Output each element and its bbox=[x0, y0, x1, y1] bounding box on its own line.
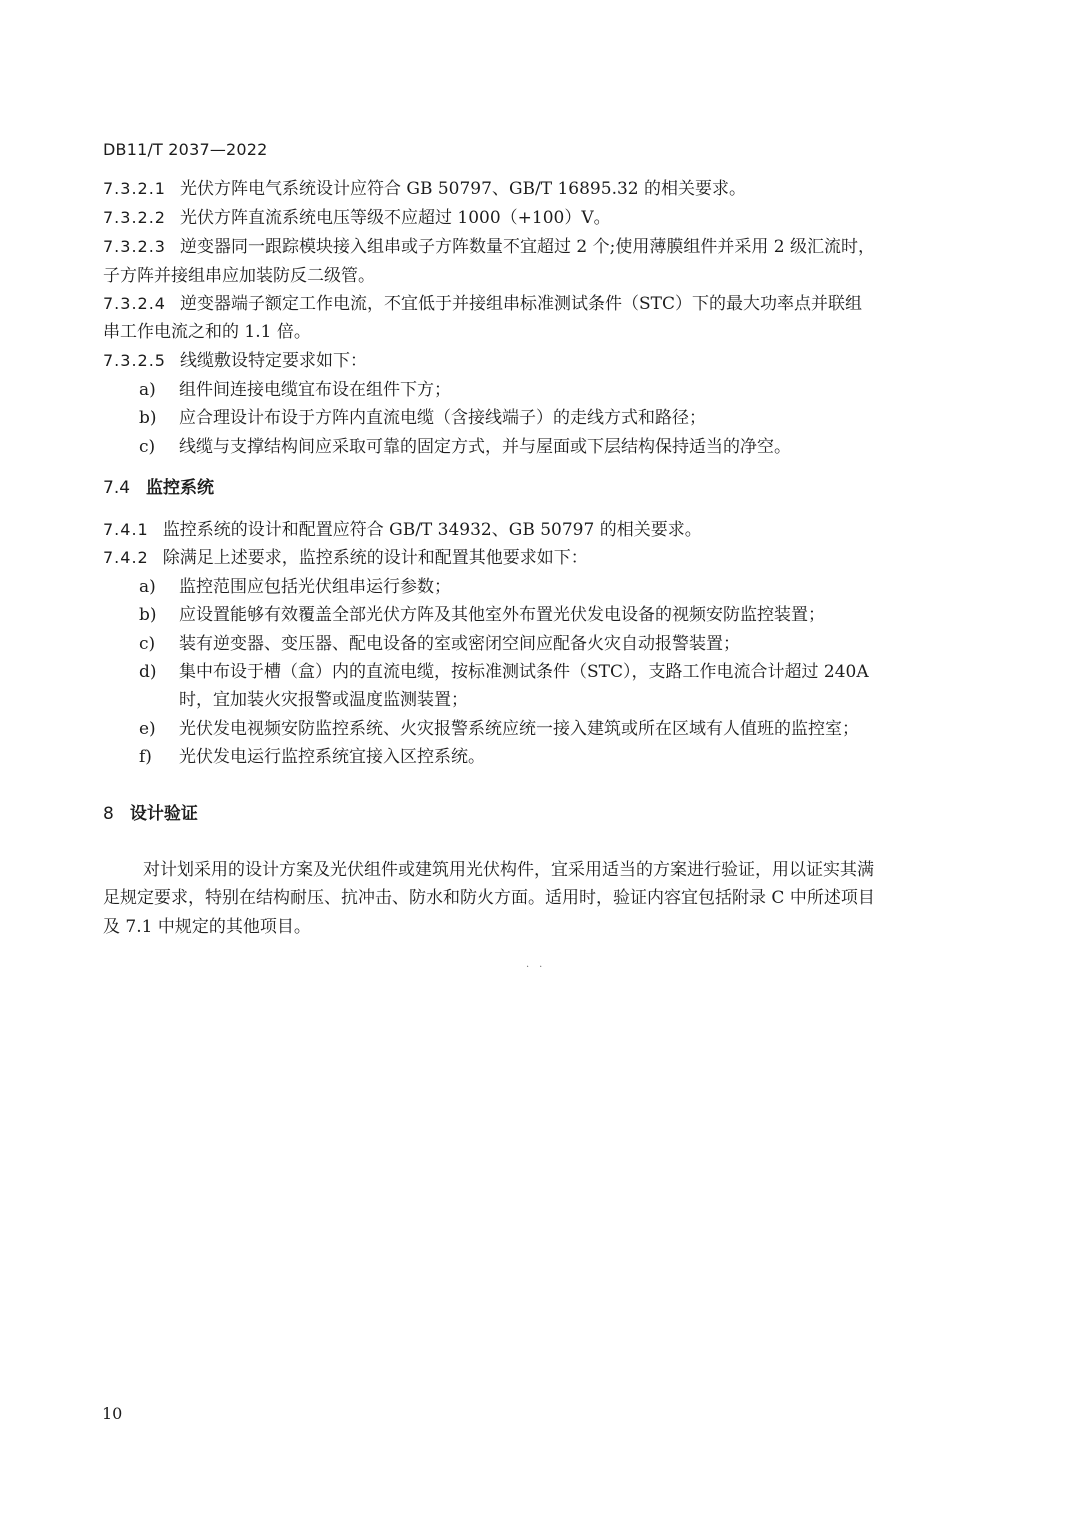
document-code-header: DB11/T 2037—2022 bbox=[103, 140, 268, 159]
list-item-text: 监控范围应包括光伏组串运行参数； bbox=[179, 577, 451, 597]
list-marker: d) bbox=[139, 662, 157, 682]
list-marker: c) bbox=[139, 634, 156, 654]
list-item-continuation: 时，宜加装火灾报警或温度监测装置； bbox=[179, 690, 468, 710]
clause-7-3-2-1 bbox=[103, 178, 746, 200]
clause-7-4-1 bbox=[103, 519, 702, 541]
clause-text: 线缆敷设特定要求如下： bbox=[179, 351, 367, 371]
clause-7-3-2-2 bbox=[103, 207, 611, 229]
list-item bbox=[139, 407, 706, 429]
clause-number: 7.3.2.1 bbox=[103, 179, 166, 198]
list-item-text: 装有逆变器、变压器、配电设备的室或密闭空间应配备火灾自动报警装置； bbox=[179, 634, 740, 654]
clause-text: 除满足上述要求，监控系统的设计和配置其他要求如下： bbox=[162, 548, 588, 568]
list-item-text: 应设置能够有效覆盖全部光伏方阵及其他室外布置光伏发电设备的视频安防监控装置； bbox=[179, 605, 825, 625]
list-marker: e) bbox=[139, 719, 156, 739]
clause-number: 7.4.1 bbox=[103, 520, 149, 539]
list-item bbox=[139, 633, 740, 655]
paragraph-line: 及 7.1 中规定的其他项目。 bbox=[103, 917, 311, 937]
list-marker: c) bbox=[139, 437, 156, 457]
paragraph-line: 足规定要求，特别在结构耐压、抗冲击、防水和防火方面。适用时，验证内容宜包括附录 C 中所述项目 bbox=[103, 888, 875, 908]
list-item bbox=[139, 604, 825, 626]
clause-text: 光伏方阵直流系统电压等级不应超过 1000（+100）V。 bbox=[179, 208, 611, 228]
clause-text: 逆变器同一跟踪模块接入组串或子方阵数量不宜超过 2 个;使用薄膜组件并采用 2 级汇流时， bbox=[179, 237, 875, 257]
clause-number: 7.3.2.3 bbox=[103, 237, 166, 256]
clause-text: 光伏方阵电气系统设计应符合 GB 50797、GB/T 16895.32 的相关要求。 bbox=[179, 179, 747, 199]
list-item bbox=[139, 576, 451, 598]
list-item bbox=[139, 379, 451, 401]
clause-text: 逆变器端子额定工作电流，不宜低于并接组串标准测试条件（STC）下的最大功率点并联组 bbox=[179, 294, 862, 314]
list-marker: b) bbox=[139, 605, 157, 625]
list-item-text: 光伏发电运行监控系统宜接入区控系统。 bbox=[179, 747, 485, 767]
list-item-text: 组件间连接电缆宜布设在组件下方； bbox=[179, 380, 451, 400]
list-marker: f) bbox=[139, 747, 152, 767]
section-heading-7-4 bbox=[103, 477, 214, 499]
clause-text: 监控系统的设计和配置应符合 GB/T 34932、GB 50797 的相关要求。 bbox=[162, 520, 702, 540]
list-item-text: 光伏发电视频安防监控系统、火灾报警系统应统一接入建筑或所在区域有人值班的监控室； bbox=[179, 719, 859, 739]
clause-7-3-2-4-continuation: 串工作电流之和的 1.1 倍。 bbox=[103, 322, 311, 342]
list-item bbox=[139, 436, 791, 458]
clause-7-4-2 bbox=[103, 547, 588, 569]
list-item bbox=[139, 746, 485, 768]
list-item bbox=[139, 718, 859, 740]
paragraph-line: 对计划采用的设计方案及光伏组件或建筑用光伏构件，宜采用适当的方案进行验证，用以证实其满 bbox=[143, 860, 874, 880]
clause-number: 7.3.2.4 bbox=[103, 294, 166, 313]
clause-7-3-2-5 bbox=[103, 350, 367, 372]
clause-7-3-2-3-continuation: 子方阵并接组串应加装防反二级管。 bbox=[103, 266, 375, 286]
clause-number: 7.3.2.5 bbox=[103, 351, 166, 370]
clause-number: 7.4.2 bbox=[103, 548, 149, 567]
list-item-text: 应合理设计布设于方阵内直流电缆（含接线端子）的走线方式和路径； bbox=[179, 408, 706, 428]
section-title: 设计验证 bbox=[129, 804, 198, 824]
page-number: 10 bbox=[102, 1404, 123, 1423]
section-number: 7.4 bbox=[103, 478, 131, 498]
clause-7-3-2-3 bbox=[103, 236, 875, 258]
clause-number: 7.3.2.2 bbox=[103, 208, 166, 227]
section-title: 监控系统 bbox=[146, 478, 215, 498]
list-marker: b) bbox=[139, 408, 157, 428]
list-item-text: 集中布设于槽（盒）内的直流电缆，按标准测试条件（STC），支路工作电流合计超过 240A bbox=[179, 662, 869, 682]
scan-artifact-dots: ·· bbox=[526, 962, 553, 973]
list-marker: a) bbox=[139, 380, 156, 400]
list-marker: a) bbox=[139, 577, 156, 597]
section-heading-8 bbox=[103, 803, 198, 825]
list-item-text: 线缆与支撑结构间应采取可靠的固定方式，并与屋面或下层结构保持适当的净空。 bbox=[179, 437, 791, 457]
list-item bbox=[139, 661, 869, 683]
section-number: 8 bbox=[103, 804, 114, 824]
clause-7-3-2-4 bbox=[103, 293, 862, 315]
